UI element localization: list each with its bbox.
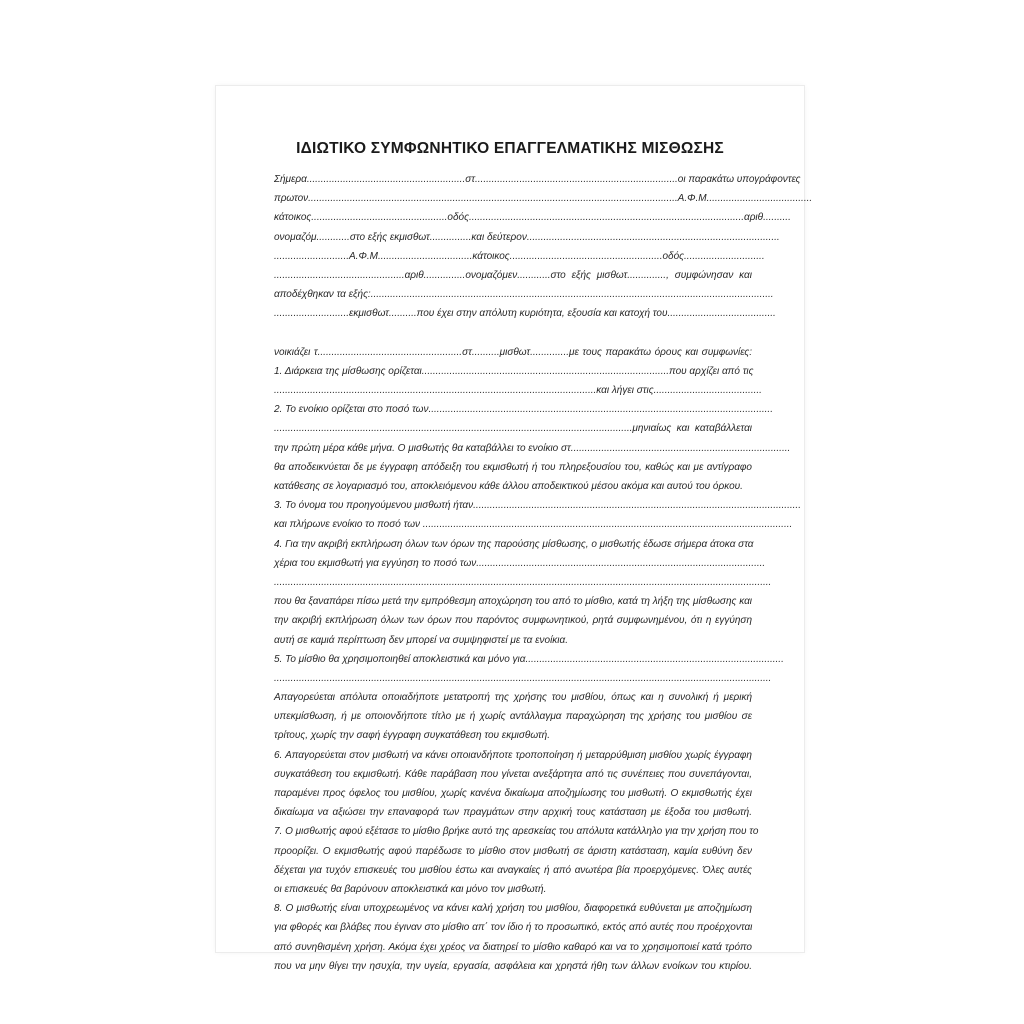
text-line: 4. Για την ακριβή εκπλήρωση όλων των όρων της παρούσης μίσθωσης, ο μισθωτής έδωσε σήμερα άτοκα στα: [274, 538, 754, 550]
text-line: 5. Το μίσθιο θα χρησιμοποιηθεί αποκλειστικά και μόνο για.............................................................................................: [274, 653, 784, 665]
text-line: δέχεται για τυχόν επισκευές του μισθίου έστω και αναγκαίες ή από ανωτέρα βία προερχόμενες. Όλες αυτές: [274, 864, 752, 876]
document-title: ΙΔΙΩΤΙΚΟ ΣΥΜΦΩΝΗΤΙΚΟ ΕΠΑΓΓΕΛΜΑΤΙΚΗΣ ΜΙΣΘΩΣΗΣ: [296, 140, 724, 157]
text-line: δικαίωμα να αξιώσει την επαναφορά των πραγμάτων στην αρχική τους κατάσταση με έξοδα του μισθωτή.: [274, 807, 752, 819]
text-line: από συνηθισμένη χρήση. Ακόμα έχει χρέος να διατηρεί το μίσθιο καθαρό και να το χρησιμοποιεί κατά τρόπο: [274, 941, 752, 953]
text-line: νοικιάζει τ....................................................στ..........μισθωτ..............με τους παρακάτω όρους και συμφωνίες:: [274, 346, 752, 358]
text-line: προορίζει. Ο εκμισθωτής αφού παρέδωσε το μίσθιο στον μισθωτή σε άριστη κατάσταση, καμία ευθύνη δεν: [274, 845, 752, 857]
text-line: κατάθεσης σε λογαριασμό του, αποκλειόμενου κάθε άλλου αποδεικτικού μέσου ακόμα και αυτού του όρκου.: [274, 481, 743, 492]
text-line: που να μην θίγει την ησυχία, την υγεία, εργασία, ασφάλεια και χρηστά ήθη των άλλων ενοίκων του κτιρίου.: [274, 960, 752, 972]
document-body: [274, 170, 813, 976]
text-line: ...................................................................................................................................................................................: [274, 576, 772, 588]
text-line: υπεκμίσθωση, ή με οποιονδήποτε τίτλο με ή χωρίς αντάλλαγμα παραχώρηση της χρήσης του μισθίου σε: [274, 711, 752, 723]
text-line: ...........................εκμισθωτ..........που έχει στην απόλυτη κυριότητα, εξουσία και κατοχή του.......................................: [274, 308, 776, 320]
text-line: αποδέχθηκαν τα εξής:.................................................................................................................................................: [274, 289, 774, 301]
text-line: κάτοικος.................................................οδός...................................................................................................αριθ..........: [274, 212, 791, 224]
text-line: 1. Διάρκεια της μίσθωσης ορίζεται.........................................................................................που αρχίζει από τις: [274, 365, 754, 377]
text-line: ....................................................................................................................και λήγει στις.......................................: [274, 385, 762, 397]
text-line: ...........................Α.Φ.Μ..................................κάτοικος.......................................................οδός.............................: [274, 250, 765, 262]
text-line: .................................................................................................................................μηνιαίως και καταβάλλεται: [274, 423, 752, 435]
text-line: που θα ξαναπάρει πίσω μετά την εμπρόθεσμη αποχώρηση του από το μίσθιο, κατά τη λήξη της μίσθωσης και: [274, 596, 752, 608]
text-line: 7. Ο μισθωτής αφού εξέτασε το μίσθιο βρήκε αυτό της αρεσκείας του απόλυτα κατάλληλο για την χρήση που το: [274, 826, 759, 838]
text-line: οι επισκευές θα βαρύνουν αποκλειστικά και μόνο τον μισθωτή.: [274, 883, 547, 895]
text-line: χέρια του εκμισθωτή για εγγύηση το ποσό των........................................................................................................: [274, 557, 766, 569]
text-line: 8. Ο μισθωτής είναι υποχρεωμένος να κάνει καλή χρήση του μισθίου, διαφορετικά ευθύνεται με αποζημίωση: [274, 903, 752, 915]
text-line: 2. Το ενοίκιο ορίζεται στο ποσό των............................................................................................................................: [274, 404, 773, 416]
text-line: Απαγορεύεται απόλυτα οποιαδήποτε μετατροπή της χρήσης του μισθίου, όπως και η συνολική ή μερική: [274, 692, 752, 704]
text-line: αυτή σε καμιά περίπτωση δεν μπορεί να συμψηφιστεί με τα ενοίκια.: [274, 634, 569, 646]
text-line: ...................................................................................................................................................................................: [274, 672, 772, 684]
text-line: πρωτον.....................................................................................................................................Α.Φ.Μ......................................: [274, 193, 813, 205]
contract-page: [216, 86, 813, 972]
text-line: ...............................................αριθ...............ονομαζόμεν............στο εξής μισθωτ.............., συμφώνησαν και: [274, 269, 752, 281]
text-line: ονομαζόμ............στο εξής εκμισθωτ...............και δεύτερον...........................................................................................: [274, 231, 780, 243]
text-line: Σήμερα.........................................................στ.........................................................................οι παρακάτω υπογράφοντες: [274, 174, 801, 185]
text-line: συγκατάθεση του εκμισθωτή. Κάθε παράβαση που γίνεται ανεξάρτητα από τις συνέπειες που συνεπάγονται,: [274, 768, 752, 780]
text-line: παραμένει προς όφελος του μισθίου, χωρίς κανένα δικαίωμα αποζημίωσης του μισθωτή. Ο εκμισθωτής έχει: [274, 788, 752, 799]
text-line: για φθορές και βλάβες που έγιναν στο μίσθιο απ΄ τον ίδιο ή το προσωπικό, εκτός από αυτές που προέρχονται: [274, 922, 753, 934]
text-line: την πρώτη μέρα κάθε μήνα. Ο μισθωτής θα καταβάλλει το ενοίκιο στ...............................................................................: [274, 442, 791, 454]
text-line: την ακριβή εκπλήρωση όλων των όρων που παρόντος συμφωνητικού, ρητά συμφωνημένου, ότι η εγγύηση: [274, 615, 752, 627]
blank-line: [274, 324, 752, 343]
text-line: θα αποδεικνύεται δε με έγγραφη απόδειξη του εκμισθωτή ή του πληρεξουσίου του, καθώς και με αντίγραφο: [274, 461, 752, 473]
text-line: 3. Το όνομα του προηγούμενου μισθωτή ήταν......................................................................................................................: [274, 500, 801, 512]
text-line: και πλήρωνε ενοίκιο το ποσό των .....................................................................................................................................: [274, 519, 793, 531]
text-line: τρίτους, χωρίς την σαφή έγγραφη συγκατάθεση του εκμισθωτή.: [274, 730, 550, 742]
text-line: 6. Απαγορεύεται στον μισθωτή να κάνει οποιανδήποτε τροποποίηση ή μεταρρύθμιση μισθίου χωρίς έγγραφη: [274, 749, 752, 761]
